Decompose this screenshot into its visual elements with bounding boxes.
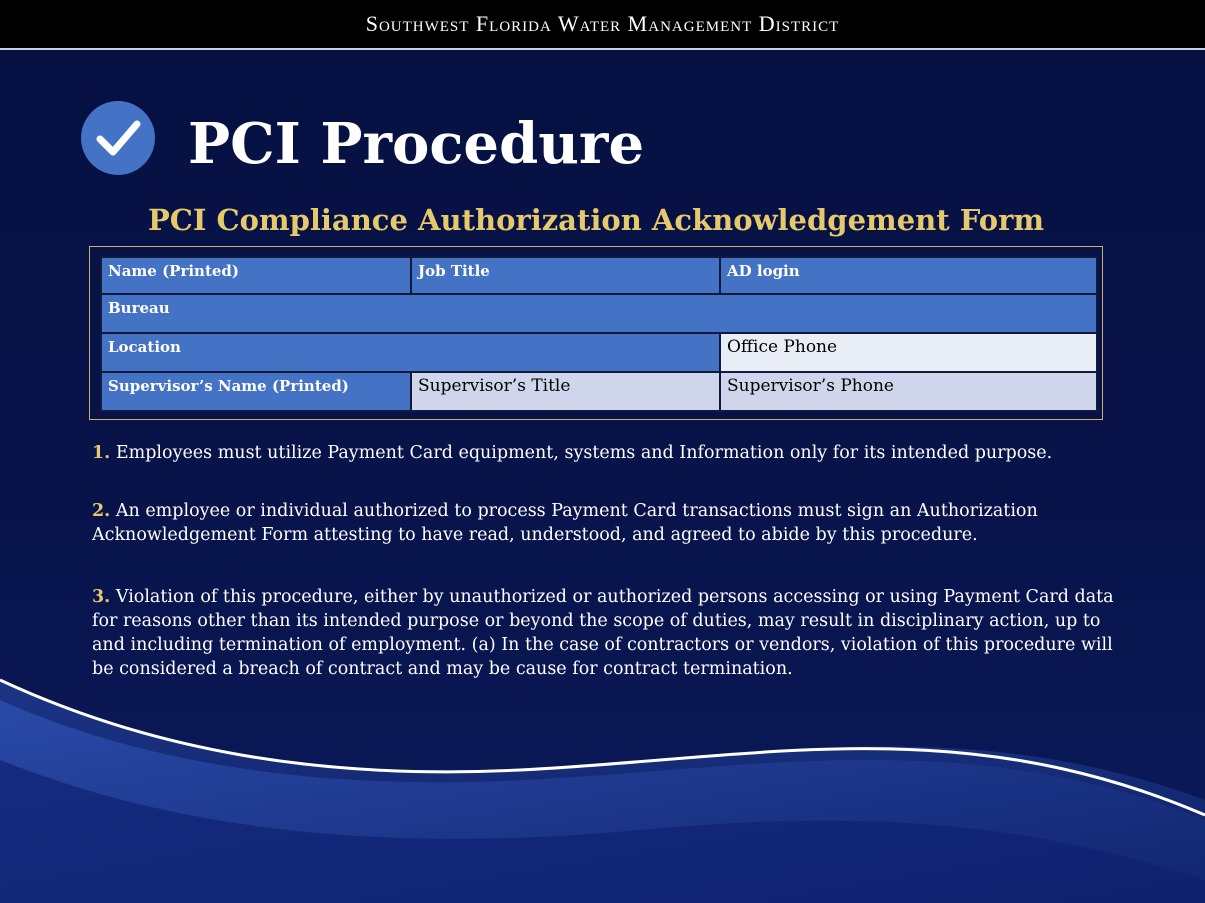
supervisor-phone-cell[interactable]: Supervisor’s Phone	[720, 372, 1097, 411]
table-row	[101, 294, 1097, 333]
supervisor-name-cell[interactable]: Supervisor’s Name (Printed)	[101, 372, 411, 411]
procedure-item-2	[92, 499, 1132, 547]
procedure-item-1	[92, 441, 1132, 465]
item-number: 1.	[92, 443, 111, 463]
header-bar	[0, 0, 1205, 50]
item-text: Violation of this procedure, either by unauthorized or authorized persons accessing or using Payment Card data for reasons other than its intended purpose or beyond the scope of duties, may result in disciplinary action, up to and including termination of employment. (a) In the case of contractors or vendors, violation of this procedure will be considered a breach of contract and may be cause for contract termination.	[92, 587, 1114, 679]
form-subtitle: PCI Compliance Authorization Acknowledgement Form	[147, 203, 1045, 237]
page-title: PCI Procedure	[188, 111, 645, 177]
organization-name: Southwest Florida Water Management District	[365, 11, 840, 36]
item-number: 3.	[92, 587, 111, 607]
bureau-cell[interactable]: Bureau	[101, 294, 1097, 333]
table-row	[101, 257, 1097, 294]
checkmark-circle-icon	[80, 100, 156, 176]
ad-login-cell[interactable]: AD login	[720, 257, 1097, 294]
table-row	[101, 372, 1097, 411]
office-phone-cell[interactable]: Office Phone	[720, 333, 1097, 372]
job-title-cell[interactable]: Job Title	[411, 257, 720, 294]
item-number: 2.	[92, 501, 111, 521]
name-printed-cell[interactable]: Name (Printed)	[101, 257, 411, 294]
item-text: An employee or individual authorized to process Payment Card transactions must sign an Authorization Acknowledgement Form attesting to have read, understood, and agreed to abide by this procedure.	[92, 501, 1038, 545]
procedure-item-3	[92, 585, 1132, 681]
authorization-form-table	[100, 256, 1098, 412]
supervisor-title-cell[interactable]: Supervisor’s Title	[411, 372, 720, 411]
location-cell[interactable]: Location	[101, 333, 720, 372]
item-text: Employees must utilize Payment Card equipment, systems and Information only for its intended purpose.	[115, 443, 1053, 463]
table-row	[101, 333, 1097, 372]
